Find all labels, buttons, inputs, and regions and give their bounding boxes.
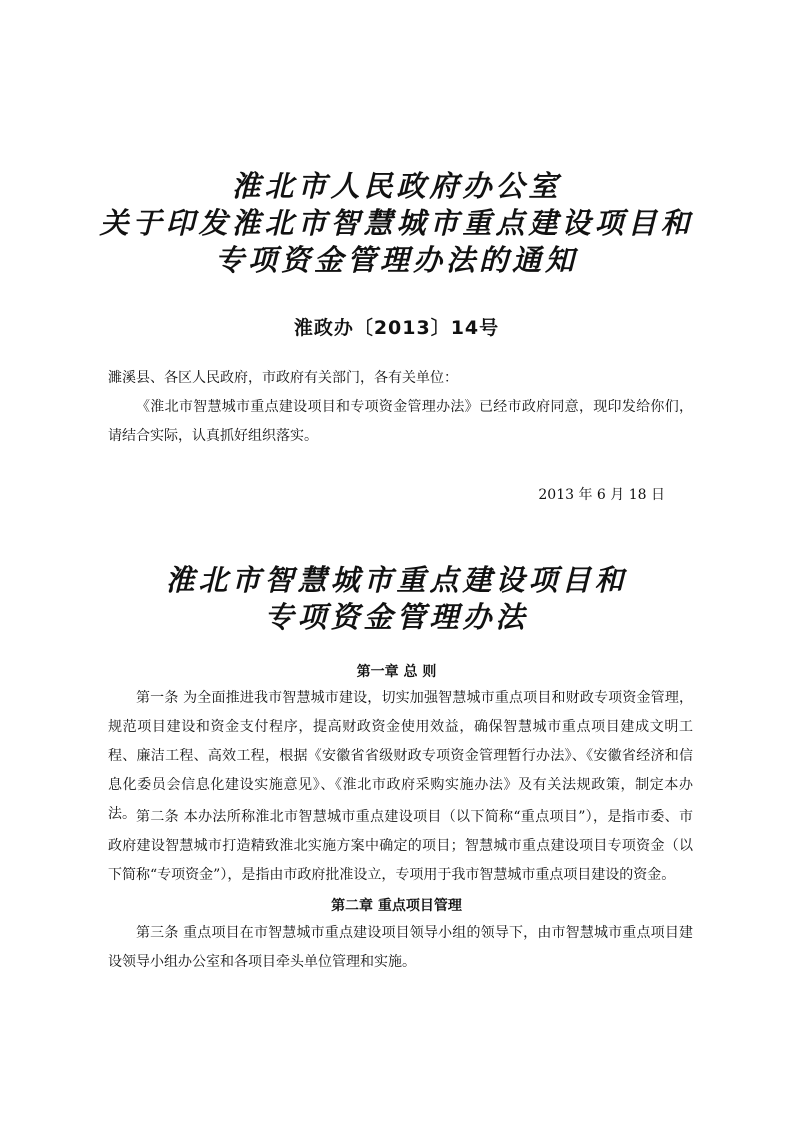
- measures-title: [0, 562, 793, 636]
- notice-title-line-3: 专项资金管理办法的通知: [214, 243, 578, 277]
- notice-title-line-2: 关于印发淮北市智慧城市重点建设项目和: [99, 206, 694, 240]
- article-1: 第一条 为全面推进我市智慧城市建设，切实加强智慧城市重点项目和财政专项资金管理，规范项目建设和资金支付程序，提高财政资金使用效益，确保智慧城市重点项目建成文明工程、廉洁工程、高效工程，根据《安徽省省级财政专项资金管理暂行办法》、《安徽省经济和信息化委员会信息化建设实施意见》、《淮北市政府采购实施办法》及有关法规政策，制定本办法。: [108, 690, 693, 822]
- measures-title-line-1: 淮北市智慧城市重点建设项目和: [165, 563, 628, 597]
- article-3: 第三条 重点项目在市智慧城市重点建设项目领导小组的领导下，由市智慧城市重点项目建设领导小组办公室和各项目牵头单位管理和实施。: [108, 925, 693, 970]
- notice-title-line-1: 淮北市人民政府办公室: [231, 169, 562, 203]
- addressee: 濉溪县、各区人民政府，市政府有关部门，各有关单位：: [108, 370, 458, 386]
- document-number: 淮政办〔2013〕14号: [293, 317, 500, 339]
- measures-title-line-2: 专项资金管理办法: [264, 600, 529, 634]
- article-2: 第二条 本办法所称淮北市智慧城市重点建设项目（以下简称“重点项目”），是指市委、市政府建设智慧城市打造精致淮北实施方案中确定的项目；智慧城市重点建设项目专项资金（以下简称“专项资金”），是指由市政府批准设立，专项用于我市智慧城市重点项目建设的资金。: [108, 809, 693, 883]
- chapter-heading-1: 第一章 总 则: [356, 664, 437, 680]
- issue-date: 2013 年 6 月 18 日: [538, 487, 665, 503]
- notice-body: 《淮北市智慧城市重点建设项目和专项资金管理办法》已经市政府同意，现印发给你们，请结合实际，认真抓好组织落实。: [108, 399, 693, 444]
- chapter-heading-2: 第二章 重点项目管理: [331, 898, 462, 914]
- notice-title: [0, 168, 793, 279]
